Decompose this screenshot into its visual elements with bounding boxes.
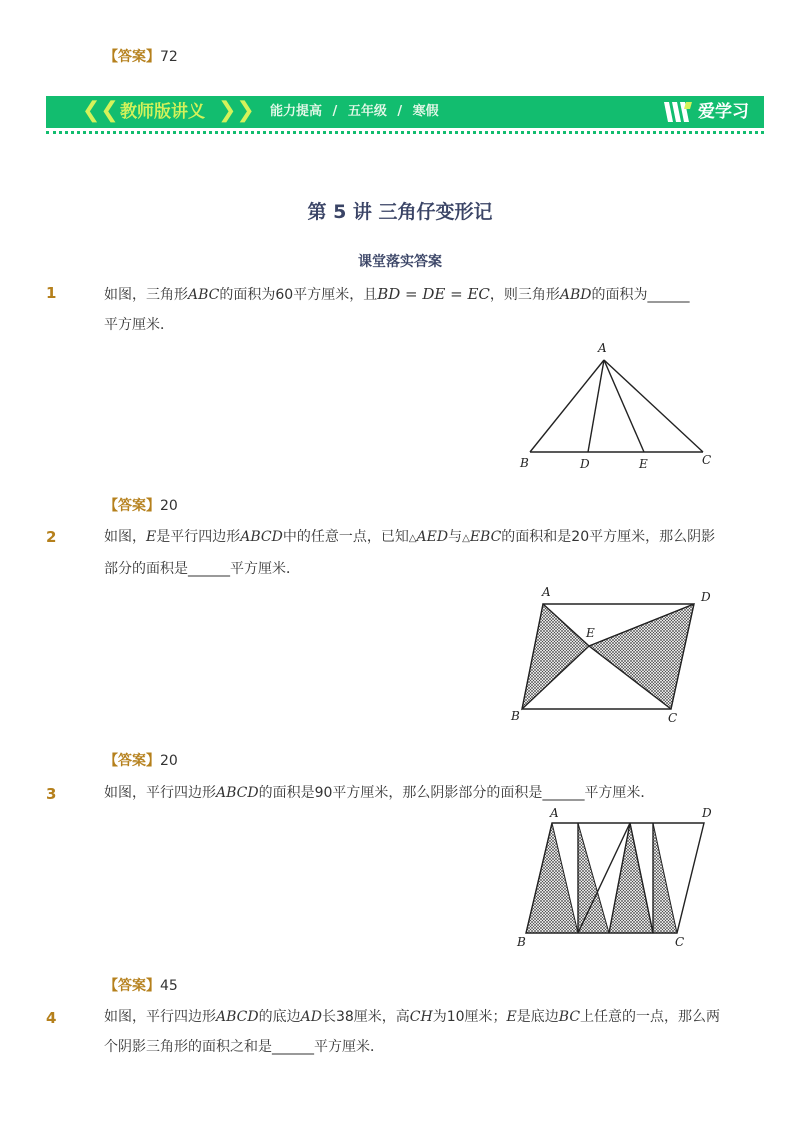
var: ABCD [216,785,259,801]
breadcrumb [270,96,439,128]
edition-tag: 教师版讲义 [120,102,205,122]
point-label-e: E [586,626,595,640]
previous-answer [104,46,178,66]
text: 平方厘米． [104,317,174,333]
shaded-triangle-edc [589,604,694,709]
triangle-symbol: △ [462,533,470,544]
point-label-c: C [668,711,678,725]
text: 平方厘米． [230,561,300,577]
question-number: 3 [46,785,57,803]
breadcrumb-separator: / [397,104,403,119]
text: 平方厘米． [584,785,655,801]
var: EBC [469,529,502,545]
var: ABCD [216,1009,259,1025]
segment-ae [604,360,644,452]
var: ABC [188,287,220,303]
question-1-answer [104,495,178,515]
question-3-answer [104,975,178,995]
point-label-d: D [580,457,590,471]
answer-value: 20 [160,498,178,514]
point-label-c: C [675,935,685,949]
figure-parallelogram-2 [505,583,730,728]
answer-value: 20 [160,753,178,769]
var: AED [416,529,449,545]
triangle-symbol: △ [408,533,417,544]
question-2-text [104,522,744,584]
text: 中的任意一点，已知 [282,529,409,545]
point-label-a: A [550,806,559,820]
question-2-answer [104,750,178,770]
brand-logo-icon [662,99,694,125]
answer-value: 72 [160,49,178,65]
question-4-text [104,1002,754,1062]
point-label-b: B [520,456,529,470]
answer-blank: ______ [647,287,690,303]
segment-ad [588,360,604,452]
var: AD [300,1009,322,1025]
section-subtitle: 课堂落实答案 [358,254,442,270]
point-label-e: E [639,457,648,471]
text: 的面积为 [591,287,648,303]
answer-blank: ______ [188,561,230,577]
double-chevron-left-icon: ❮❮ [82,98,119,123]
question-number: 4 [46,1009,57,1027]
point-label-d: D [701,590,711,604]
question-1-text [104,279,744,340]
brand-name: 爱学习 [698,102,749,122]
point-label-b: B [517,935,526,949]
text: 与 [448,529,463,545]
text: 个阴影三角形的面积之和是 [104,1039,272,1055]
figure-triangle-abc [510,336,730,476]
text: 部分的面积是 [104,561,188,577]
point-label-b: B [511,709,520,723]
answer-label: 【答案】 [104,49,160,65]
answer-label: 【答案】 [104,978,160,994]
text: 是底边 [516,1009,559,1025]
text: 平方厘米． [314,1039,384,1055]
text: 的面积为60平方厘米，且 [219,287,378,303]
point-label-a: A [598,341,607,355]
var: ABD [559,287,592,303]
answer-blank: ______ [272,1039,314,1055]
shaded-triangle-3 [609,823,653,933]
text: 的底边 [258,1009,301,1025]
text: 长38厘米，高 [321,1009,410,1025]
figure-parallelogram-3 [505,802,730,952]
breadcrumb-item-level: 能力提高 [270,104,323,119]
shaded-triangle-4 [653,823,677,933]
lecture-title: 第 5 讲 三角仔变形记 [307,201,493,223]
point-label-c: C [702,453,712,467]
point-label-d: D [702,806,712,820]
answer-blank: ______ [542,785,585,801]
var: E [506,1009,517,1025]
var: CH [409,1009,433,1025]
var: BC [558,1009,581,1025]
answer-value: 45 [160,978,178,994]
text: ，则三角形 [489,287,560,303]
text: 如图，三角形 [104,287,188,303]
var: E [146,529,157,545]
breadcrumb-item-grade: 五年级 [347,104,387,119]
text: 上任意的一点，那么两 [580,1009,721,1025]
text: 如图，平行四边形 [104,1009,216,1025]
text: 如图，平行四边形 [104,785,216,801]
text: 的面积是90平方厘米，那么阴影部分的面积是 [258,785,543,801]
answer-label: 【答案】 [104,753,160,769]
text: 为10厘米； [432,1009,507,1025]
text: 的面积和是20平方厘米，那么阴影 [501,529,716,545]
breadcrumb-separator: / [332,104,338,119]
question-number: 2 [46,528,57,546]
question-number: 1 [46,284,57,302]
shaded-triangle-1 [526,823,578,933]
segment-ab [530,360,604,452]
breadcrumb-item-term: 寒假 [412,104,439,119]
segment-ac [604,360,703,452]
answer-label: 【答案】 [104,498,160,514]
var: ABCD [240,529,283,545]
point-label-a: A [542,585,551,599]
text: 是平行四边形 [156,529,241,545]
double-chevron-right-icon: ❯❯ [218,98,255,123]
math-expression: BD = DE = EC [377,285,490,303]
banner-dotted-line [46,131,764,134]
text: 如图， [104,529,146,545]
